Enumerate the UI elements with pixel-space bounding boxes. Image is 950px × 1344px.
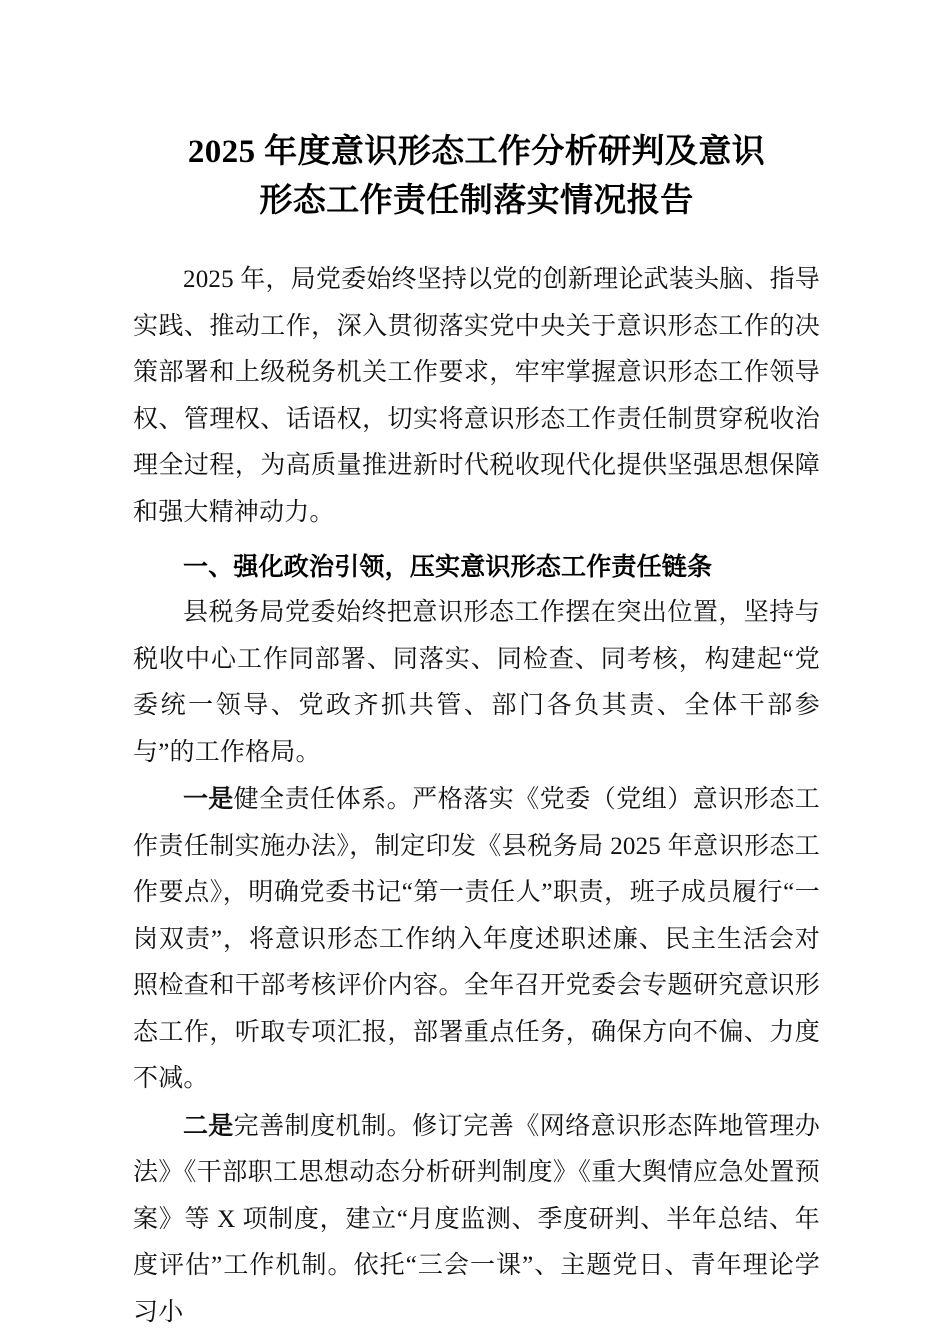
title-line-2: 形态工作责任制落实情况报告 (259, 183, 694, 219)
paragraph-point-2 (133, 1103, 820, 1337)
page-title (133, 0, 820, 226)
paragraph-point-2-lead: 二是 (183, 1111, 234, 1140)
section-heading-1: 一、强化政治引领，压实意识形态工作责任链条 (183, 553, 713, 581)
document-content (133, 0, 820, 1336)
paragraph-point-1 (133, 776, 820, 1103)
paragraph-point-1-lead: 一是 (183, 785, 234, 813)
paragraph-point-1-text: 健全责任体系。严格落实《党委（党组）意识形态工作责任制实施办法》，制定印发《县税务局 2025 年意识形态工作要点》，明确党委书记“第一责任人”职责，班子成员履行“一岗双责”，将意识形态工作纳入年度述职述廉、民主生活会对照检查和干部考核评价内容。全年召开党委会专题研究意识形态工作，听取专项汇报，部署重点任务，确保方向不偏、力度不减。 (133, 786, 820, 1092)
paragraph-section-1-body: 县税务局党委始终把意识形态工作摆在突出位置，坚持与税收中心工作同部署、同落实、同检查、同考核，构建起“党委统一领导、党政齐抓共管、部门各负其责、全体干部参与”的工作格局。 (133, 599, 820, 766)
paragraph-intro: 2025 年，局党委始终坚持以党的创新理论武装头脑、指导实践、推动工作，深入贯彻落实党中央关于意识形态工作的决策部署和上级税务机关工作要求，牢牢掌握意识形态工作领导权、管理权、话语权，切实将意识形态工作责任制贯穿税收治理全过程，为高质量推进新时代税收现代化提供坚强思想保障和强大精神动力。 (133, 266, 820, 526)
paragraph-point-2-text: 完善制度机制。修订完善《网络意识形态阵地管理办法》《干部职工思想动态分析研判制度》《重大舆情应急处置预案》等 X 项制度，建立“月度监测、季度研判、半年总结、年度评估”工作机制。依托“三会一课”、主题党日、青年理论学习小 (133, 1112, 820, 1326)
title-line-1: 2025 年度意识形态工作分析研判及意识 (187, 134, 766, 170)
